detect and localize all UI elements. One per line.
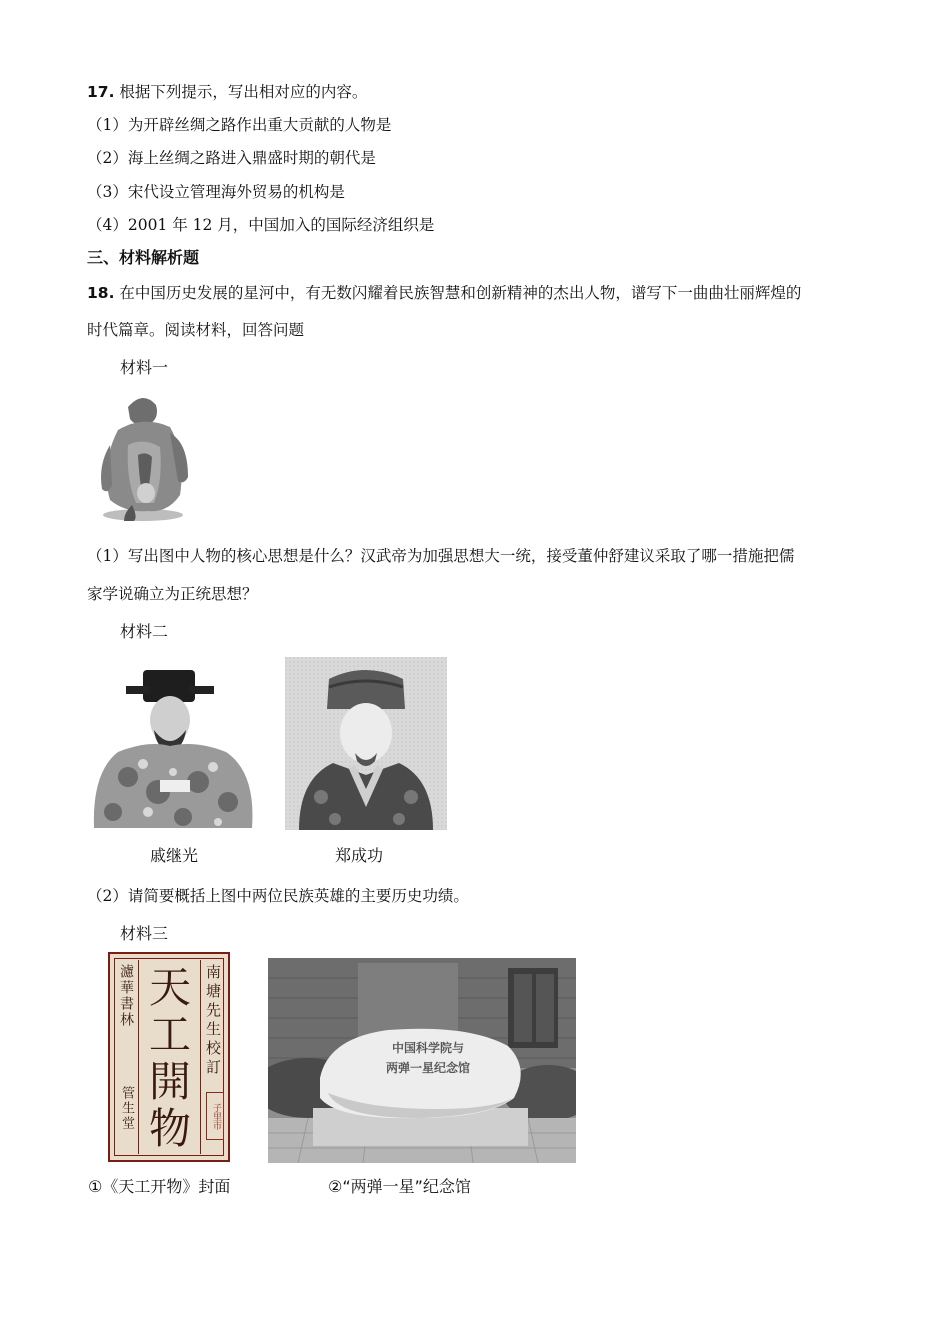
section-title: 三、材料解析题 xyxy=(87,248,200,267)
material2-caption-left: 戚继光 xyxy=(150,846,199,865)
q17-item-2: （2）海上丝绸之路进入鼎盛时期的朝代是 xyxy=(87,149,376,167)
cover-divider-left xyxy=(138,960,139,1154)
material1-question-line2: 家学说确立为正统思想？ xyxy=(87,585,258,603)
cover-title-char-3: 開 xyxy=(148,1057,191,1106)
confucius-portrait xyxy=(88,385,198,523)
memorial-photo xyxy=(268,958,576,1163)
q17-item-3: （3）宋代设立管理海外贸易的机构是 xyxy=(87,183,345,201)
official-figure-icon xyxy=(88,652,258,830)
cover-left-bottom: 管生堂 xyxy=(119,1086,134,1131)
material3-caption-right: ②“两弹一星”纪念馆 xyxy=(328,1177,471,1196)
cover-right-column: 南塘先生校訂 xyxy=(204,964,222,1078)
tiangong-kaiwu-cover xyxy=(108,952,230,1162)
qi-jiguang-portrait xyxy=(88,652,258,830)
cover-title xyxy=(140,964,200,1152)
stone-inscription-line2: 两弹一星纪念馆 xyxy=(385,1061,470,1075)
q17-stem-line xyxy=(87,82,367,102)
cover-left-column: 濾華書林 xyxy=(118,964,134,1028)
q18-stem-line1 xyxy=(87,283,801,303)
material1-question-line1: （1）写出图中人物的核心思想是什么？汉武帝为加强思想大一统，接受董仲舒建议采取了哪一措施把儒 xyxy=(87,547,795,565)
q17-item-4: （4）2001 年 12 月，中国加入的国际经济组织是 xyxy=(87,216,435,234)
q18-stem-1: 在中国历史发展的星河中，有无数闪耀着民族智慧和创新精神的杰出人物，谱写下一曲曲壮丽辉煌的 xyxy=(119,284,802,302)
q17-stem: 根据下列提示，写出相对应的内容。 xyxy=(119,83,368,101)
cover-title-char-1: 天 xyxy=(148,963,191,1012)
cover-divider-right xyxy=(200,960,201,1154)
cover-stamp: 子里市 xyxy=(206,1092,224,1140)
material2-label: 材料二 xyxy=(120,622,169,641)
q17-number: 17. xyxy=(87,83,115,101)
q18-stem-line2: 时代篇章。阅读材料，回答问题 xyxy=(87,321,305,339)
scholar-figure-icon xyxy=(285,657,447,830)
q18-number: 18. xyxy=(87,284,115,302)
zheng-chenggong-portrait xyxy=(285,657,447,830)
stone-inscription-line1: 中国科学院与 xyxy=(391,1041,464,1055)
q17-item-1: （1）为开辟丝绸之路作出重大贡献的人物是 xyxy=(87,116,392,134)
material3-label: 材料三 xyxy=(120,924,169,943)
material2-caption-right: 郑成功 xyxy=(335,846,384,865)
material1-label: 材料一 xyxy=(120,358,169,377)
confucius-figure-icon xyxy=(88,385,198,523)
cover-title-char-2: 工 xyxy=(148,1010,191,1059)
material3-caption-left: ①《天工开物》封面 xyxy=(88,1177,231,1196)
cover-title-char-4: 物 xyxy=(148,1104,191,1153)
stone-inscription xyxy=(363,1038,493,1078)
material2-question: （2）请简要概括上图中两位民族英雄的主要历史功绩。 xyxy=(87,887,469,905)
